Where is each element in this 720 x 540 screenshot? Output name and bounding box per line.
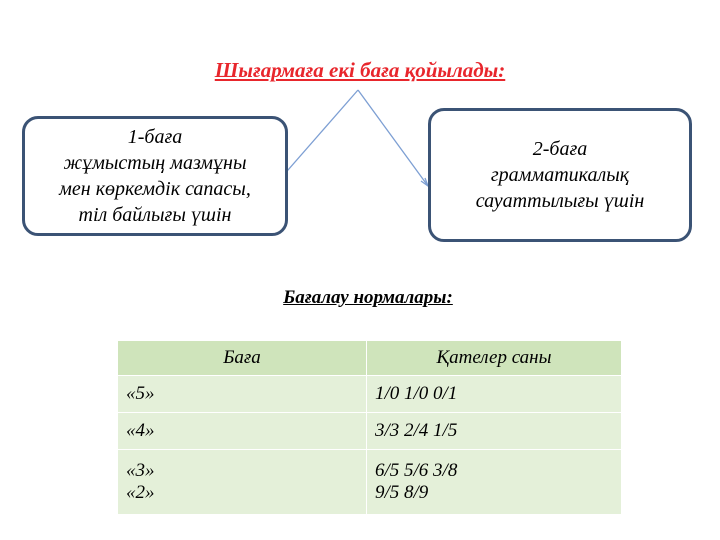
cell-text: 3/3 2/4 1/5: [375, 420, 458, 441]
table-row: [118, 450, 622, 515]
box-line: сауаттылығы үшін: [475, 190, 645, 212]
cell-text: 1/0 1/0 0/1: [375, 383, 458, 404]
cell-text: «5»: [126, 383, 155, 404]
grade-box-content: [22, 116, 288, 236]
norms-heading: Бағалау нормалары:: [283, 287, 453, 308]
cell-errors: [367, 450, 622, 515]
box-line: 1-баға: [127, 126, 183, 148]
cell-grade: [118, 413, 367, 450]
box-line: 2-баға: [532, 138, 588, 160]
box-line: грамматикалық: [490, 164, 630, 186]
cell-text: 6/5 5/6 3/8: [375, 460, 458, 481]
cell-text: «4»: [126, 420, 155, 441]
cell-text: 9/5 8/9: [375, 482, 429, 503]
arrow-right: [358, 90, 428, 186]
box-line: мен көркемдік сапасы,: [59, 178, 251, 200]
cell-errors: [367, 376, 622, 413]
cell-grade: [118, 450, 367, 515]
table-header-row: [118, 341, 622, 376]
grade-box-grammar: [428, 108, 692, 242]
header-grade: Баға: [118, 341, 367, 376]
diagram-title: Шығармаға екі баға қойылады:: [214, 58, 506, 82]
cell-text: «2»: [126, 482, 155, 503]
table-row: [118, 413, 622, 450]
header-errors: Қателер саны: [367, 341, 622, 376]
cell-grade: [118, 376, 367, 413]
cell-text: «3»: [126, 460, 155, 481]
table-row: [118, 376, 622, 413]
box-line: жұмыстың мазмұны: [63, 152, 247, 174]
cell-errors: [367, 413, 622, 450]
grading-norms-table: [117, 340, 622, 515]
box-line: тіл байлығы үшін: [78, 204, 232, 226]
